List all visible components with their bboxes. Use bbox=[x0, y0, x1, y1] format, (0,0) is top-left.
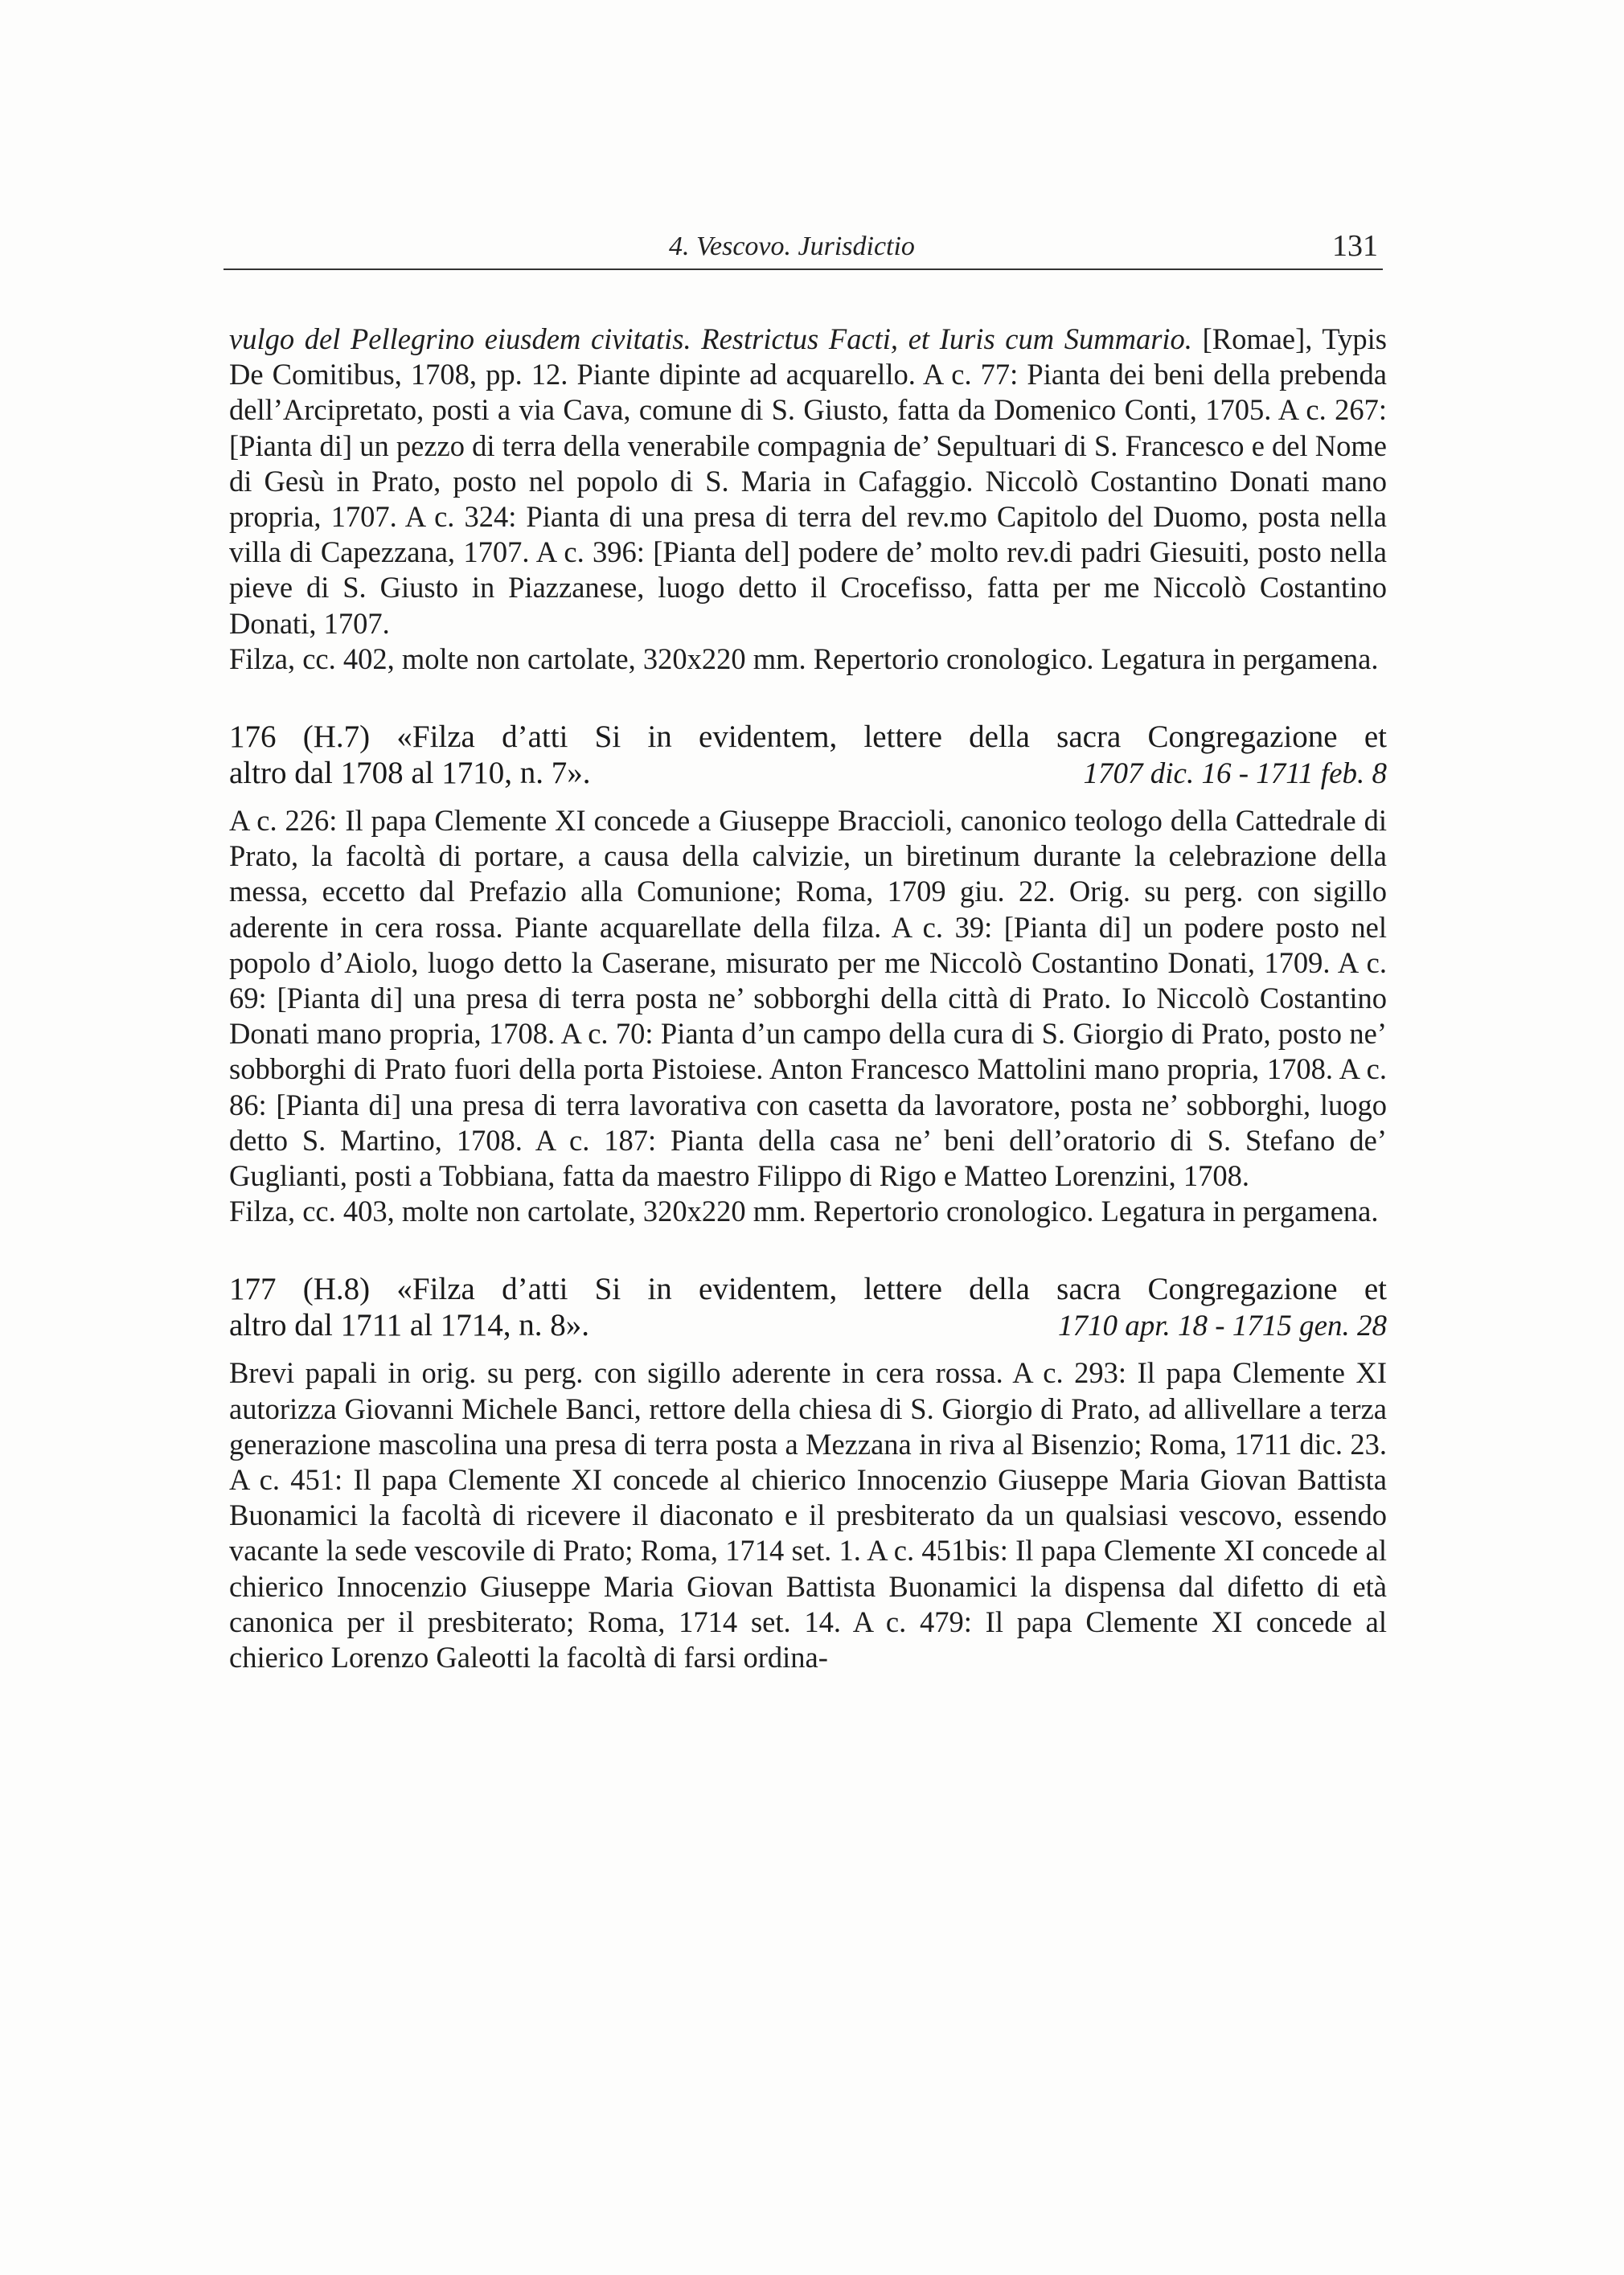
entry-body: Brevi papali in orig. su perg. con sigillo aderente in cera rossa. A c. 293: Il papa Clemente XI autorizza Giovanni Michele Banci, rettore della chiesa di S. Giorgio di Prato, ad allivellare a terza generazione mascolina una presa di terra posta a Mezzana in riva al Bisenzio; Roma, 1711 dic. 23. A c. 451: Il papa Clemente XI concede al chierico Innocenzio Giuseppe Maria Giovan Battista Buonamici la facoltà di ricevere il diaconato e il presbiterato da un qualsiasi vescovo, essendo vacante la sede vescovile di Prato; Roma, 1714 set. 1. A c. 451bis: Il papa Clemente XI concede al chierico Innocenzio Giuseppe Maria Giovan Battista Buonamici la dispensa dal difetto di età canonica per il presbiterato; Roma, 1714 set. 14. A c. 479: Il papa Clemente XI concede al chierico Lorenzo Galeotti la facoltà di farsi ordina- bbox=[229, 1356, 1387, 1674]
entry-date-range: 1710 apr. 18 - 1715 gen. 28 bbox=[1057, 1310, 1387, 1343]
entry-physical-description: Filza, cc. 403, molte non cartolate, 320x220 mm. Repertorio cronologico. Legatura in pergamena. bbox=[229, 1195, 1379, 1228]
intro-physical-description: Filza, cc. 402, molte non cartolate, 320x220 mm. Repertorio cronologico. Legatura in pergamena. bbox=[229, 642, 1379, 675]
page-header bbox=[224, 211, 1383, 270]
entry-title-line-2-row bbox=[229, 1307, 1387, 1344]
entry-date-range: 1707 dic. 16 - 1711 feb. 8 bbox=[1083, 757, 1387, 791]
entry-176 bbox=[229, 719, 1387, 1229]
page-number: 131 bbox=[1332, 229, 1378, 263]
running-head: 4. Vescovo. Jurisdictio bbox=[669, 232, 915, 261]
entry-title-line-2: altro dal 1711 al 1714, n. 8». bbox=[229, 1308, 590, 1343]
entry-heading bbox=[229, 1271, 1387, 1344]
entry-body: A c. 226: Il papa Clemente XI concede a Giuseppe Braccioli, canonico teologo della Cattedrale di Prato, la facoltà di portare, a causa della calvizie, un biretinum durante la celebrazione della messa, eccetto dal Prefazio alla Comunione; Roma, 1709 giu. 22. Orig. su perg. con sigillo aderente in cera rossa. Piante acquarellate della filza. A c. 39: [Pianta di] un podere posto nel popolo d’Aiolo, luogo detto la Caserane, misurato per me Niccolò Costantino Donati, 1709. A c. 69: [Pianta di] una presa di terra posta ne’ sobborghi della città di Prato. Io Niccolò Costantino Donati mano propria, 1708. A c. 70: Pianta d’un campo della cura di S. Giorgio di Prato, posto ne’ sobborghi di Prato fuori della porta Pistoiese. Anton Francesco Mattolini mano propria, 1708. A c. 86: [Pianta di] una presa di terra lavorativa con casetta da lavoratore, posta ne’ sobborghi, luogo detto S. Martino, 1708. A c. 187: Pianta della casa ne’ beni dell’oratorio di S. Stefano de’ Guglianti, posti a Tobbiana, fatta da maestro Filippo di Rigo e Matteo Lorenzini, 1708. bbox=[229, 804, 1387, 1193]
page-content bbox=[229, 322, 1387, 1675]
intro-text: [Romae], Typis De Comitibus, 1708, pp. 12. Piante dipinte ad acquarello. A c. 77: Pianta dei beni della prebenda dell’Arcipretato, posti a via Cava, comune di S. Giusto, fatta da Domenico Conti, 1705. A c. 267: [Pianta di] un pezzo di terra della venerabile compagnia de’ Sepultuari di S. Francesco e del Nome di Gesù in Prato, posto nel popolo di S. Maria in Cafaggio. Niccolò Costantino Donati mano propria, 1707. A c. 324: Pianta di una presa di terra del rev.mo Capitolo del Duomo, posta nella villa di Capezzana, 1707. A c. 396: [Pianta del] podere de’ molto rev.di padri Giesuiti, posto nella pieve di S. Giusto in Piazzanese, luogo detto il Crocefisso, fatta per me Niccolò Costantino Donati, 1707. bbox=[229, 322, 1387, 640]
entry-title-line-2: altro dal 1708 al 1710, n. 7». bbox=[229, 756, 591, 791]
intro-paragraph bbox=[229, 322, 1387, 642]
entry-title-line-2-row bbox=[229, 755, 1387, 792]
intro-title-italic: vulgo del Pellegrino eiusdem civitatis. Restrictus Facti, et Iuris cum Summario. bbox=[229, 322, 1192, 355]
entry-heading bbox=[229, 719, 1387, 792]
entry-title-line-1: 177 (H.8) «Filza d’atti Si in evidentem, lettere della sacra Congregazione et bbox=[229, 1272, 1387, 1307]
entry-177 bbox=[229, 1271, 1387, 1675]
entry-title-line-1: 176 (H.7) «Filza d’atti Si in evidentem, lettere della sacra Congregazione et bbox=[229, 719, 1387, 755]
